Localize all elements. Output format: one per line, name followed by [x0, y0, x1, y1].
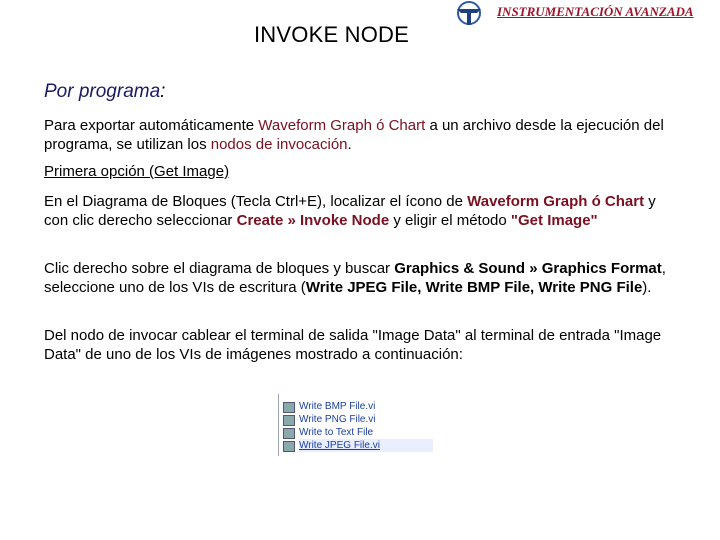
- paragraph-step1: [44, 192, 684, 230]
- highlight-text: Waveform Graph ó Chart: [467, 193, 645, 210]
- vi-file-icon: [283, 428, 295, 439]
- paragraph-intro: [44, 116, 684, 154]
- vi-list-item-label: Write to Text File: [299, 427, 374, 438]
- course-header: INSTRUMENTACIÓN AVANZADA: [497, 4, 694, 19]
- highlight-text: "Get Image": [510, 212, 598, 229]
- vi-list-item-label: Write BMP File.vi: [299, 401, 376, 412]
- vi-list-item-label: Write JPEG File.vi: [299, 440, 380, 451]
- vi-file-icon: [283, 402, 295, 413]
- vi-list-item: [299, 413, 433, 426]
- section-heading-text: Por programa: [44, 81, 161, 102]
- vi-list-item: [299, 400, 433, 413]
- highlight-text: Create » Invoke Node: [236, 212, 390, 229]
- option-label: Primera opción (Get Image): [44, 163, 230, 180]
- paragraph-step3: Del nodo de invocar cablear el terminal de salida "Image Data" al terminal de entrada "Image Data" de uno de los VIs de imágenes mostrado a continuación:: [44, 327, 662, 363]
- text: y con clic derecho seleccionar: [44, 193, 656, 229]
- section-heading-colon: :: [160, 81, 166, 102]
- text: y eligir el método: [389, 212, 511, 229]
- institution-logo-icon: [451, 0, 487, 26]
- vi-list-item: [299, 439, 433, 452]
- highlight-text: nodos de invocación: [210, 136, 348, 153]
- highlight-text: Waveform Graph ó Chart: [258, 117, 426, 134]
- vi-list-item-label: Write PNG File.vi: [299, 414, 376, 425]
- vi-file-icon: [283, 415, 295, 426]
- paragraph-step2: [44, 259, 684, 297]
- text: ).: [642, 279, 652, 296]
- vi-list-screenshot: [278, 394, 433, 456]
- text: Para exportar automáticamente: [44, 117, 259, 134]
- text: En el Diagrama de Bloques (Tecla Ctrl+E), localizar el ícono de: [44, 193, 468, 210]
- page-title: INVOKE NODE: [254, 22, 410, 47]
- vi-list-item: [299, 426, 433, 439]
- vi-file-icon: [283, 441, 295, 452]
- text: a un archivo desde la ejecución del programa, se utilizan los: [44, 117, 664, 153]
- text: , seleccione uno de los VIs de escritura (: [44, 260, 666, 296]
- bold-text: Graphics & Sound » Graphics Format: [394, 260, 662, 277]
- section-heading: [44, 81, 165, 103]
- text: Clic derecho sobre el diagrama de bloques y buscar: [44, 260, 395, 277]
- bold-text: Write JPEG File, Write BMP File, Write PNG File: [305, 279, 643, 296]
- text: .: [347, 136, 352, 153]
